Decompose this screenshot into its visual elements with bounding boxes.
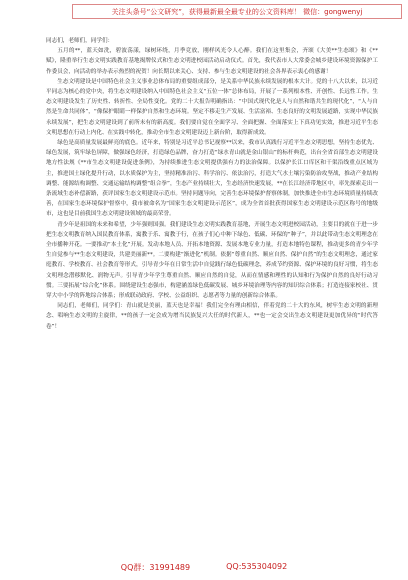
promo-banner-text[interactable]: 关注头条号“公文研究”，获得最新最全最专业的公文资料库！ 微信：gongwenyj <box>111 7 363 16</box>
paragraph-3: 绿色是高质量发展最鲜亮的底色。近年来，特别是习近平总书记视察**以来，我市认真践行习近平生态文明思想，坚持生态优先、绿色发展，筑牢绿色屏障，做强绿色经济，打造绿色品牌，奋力打造“绿水青山就是金山银山”的标杆典范，出台全省首部生态文明建设地方性法规《**市生态文明建设促进条例》，为持续推进生态文明提供强有力的法治保障。以保护长江口库区和干渠沿线重点区域为主，推进国土绿化提升行动，以水质保护为主，坚持精准治污、科学治污、依法治污，打造大气水土壤污染防治攻坚战，推动产业结构调整、能源结构调整、交通运输结构调整“组合拳”，生态产业持续壮大，生态经济快速发展，**在长江经济带地区中，率先探索走出一条流域生态补偿新路，获评国家生态文明建设示范市。坚持问题导向，完善生态环境保护督察体制，加快推进全市生态环境质量持续改善，在国家生态环境保护督察中，我市被命名为“国家生态文明建设示范区”，成为全省首批获得国家生态文明建设示范区称号的地级市，这也是目前我国生态文明建设领域的最高荣誉。 <box>46 140 378 218</box>
paragraph-2: 生态文明建设是中国特色社会主义事业总体布局的重要组成部分，是关系中华民族永续发展的根本大计。党的十八大以来，以习近平同志为核心的党中央，将生态文明建设纳入中国特色社会主义“五位一体”总体布局，开展了一系列根本性、开创性、长远性工作。生态文明建设发生了历史性、转折性、全局性变化。党的二十大报告明确指出：“中国式现代化是人与自然和谐共生的现代化”，“人与自然是生命共同体”，“像保护眼睛一样保护自然和生态环境。坚定不移走生产发展、生活富裕、生态良好的文明发展道路，实现中华民族永续发展”，把生态文明建设到了前所未有的新高度。我们要自觉在全面学习、全面把握、全面落实上下真功见实效，推进习近平生态文明思想在行动上内化、在实践中转化，推动全市生态文明建设迈上新台阶，取得新成效。 <box>46 78 378 136</box>
salutation: 同志们，老师们，同学们： <box>46 38 114 44</box>
qq-label: QQ:535304092 <box>226 562 288 571</box>
footer-contact <box>0 562 408 573</box>
paragraph-4: 青少年是祖国的未来和希望，少年强则国强。我们建设生态文明实践教育基地，开展生态文明进校园活动，主要目的就在于进一步把生态文明教育纳入国民教育体系，寓教于乐、寓教于行，在孩子们心中种下绿色、低碳、环保的“种子”，并以此带动生态文明理念在全市播种开花。一要推动“本土化”开展。发动本地人员、开拓本地资源、发展本地专业力量，打造本地特色课程，推动更多的青少年学生自觉参与**生态文明建设，共建美丽新**。二要构建“渐进化”机制。依据“尊重自然、顺应自然、保护自然”的生态文明理念，通过家庭教育、学校教育、社会教育等形式，引导青少年在日常生活中自觉践行绿色低碳理念，养成节约资源、保护环境的良好习惯，将生态文明理念潜移默化、润物无声。引导青少年学生尊重自然、顺应自然的自觉，从而在情感和理性的认知和行为保护自然的良好行动习惯。三要拓展“综合化”体系。围绕建设生态强市，构建涵盖绿色低碳发展、城乡环境治理等内容的知识综合体系；打造连接家校社、贯穿大中小学的阵地综合体系；形成联动政府、学校、公益组织、志愿者等力量的创新综合体系。 <box>46 221 378 300</box>
paragraph-1: 五月的**，蓝天如洗，碧波荡漾，绿树环绕，月季竞放，刚样风光令人心醉。我们在这里集会，齐颂《大美**生态颂》和《**赋》，隆重举行生态文明实践教育基地揭牌仪式和生态文明进校园活动启动仪式。首先，我代表市人大常委会城乡建设环境资源保护工作委员会，向活动的举办表示热烈的祝贺！向长期以来关心、支持、参与生态文明建设的社会各界表示衷心的感谢！ <box>46 48 378 75</box>
qq-group-label: QQ群：31991489 <box>120 563 191 572</box>
promo-banner[interactable] <box>72 4 402 19</box>
document-body <box>46 36 378 332</box>
paragraph-5: 同志们，老师们，同学们：青山就是美丽，蓝天也是幸福！我们完全有理由相信，伴着党的二十大的东风，树牢生态文明的新理念、唱响生态文明的主旋律，**的孩子一定会成为增当民族复兴大任的时代新人，**也一定会交出生态文明建设更加优异的“时代答卷”！ <box>46 303 378 330</box>
